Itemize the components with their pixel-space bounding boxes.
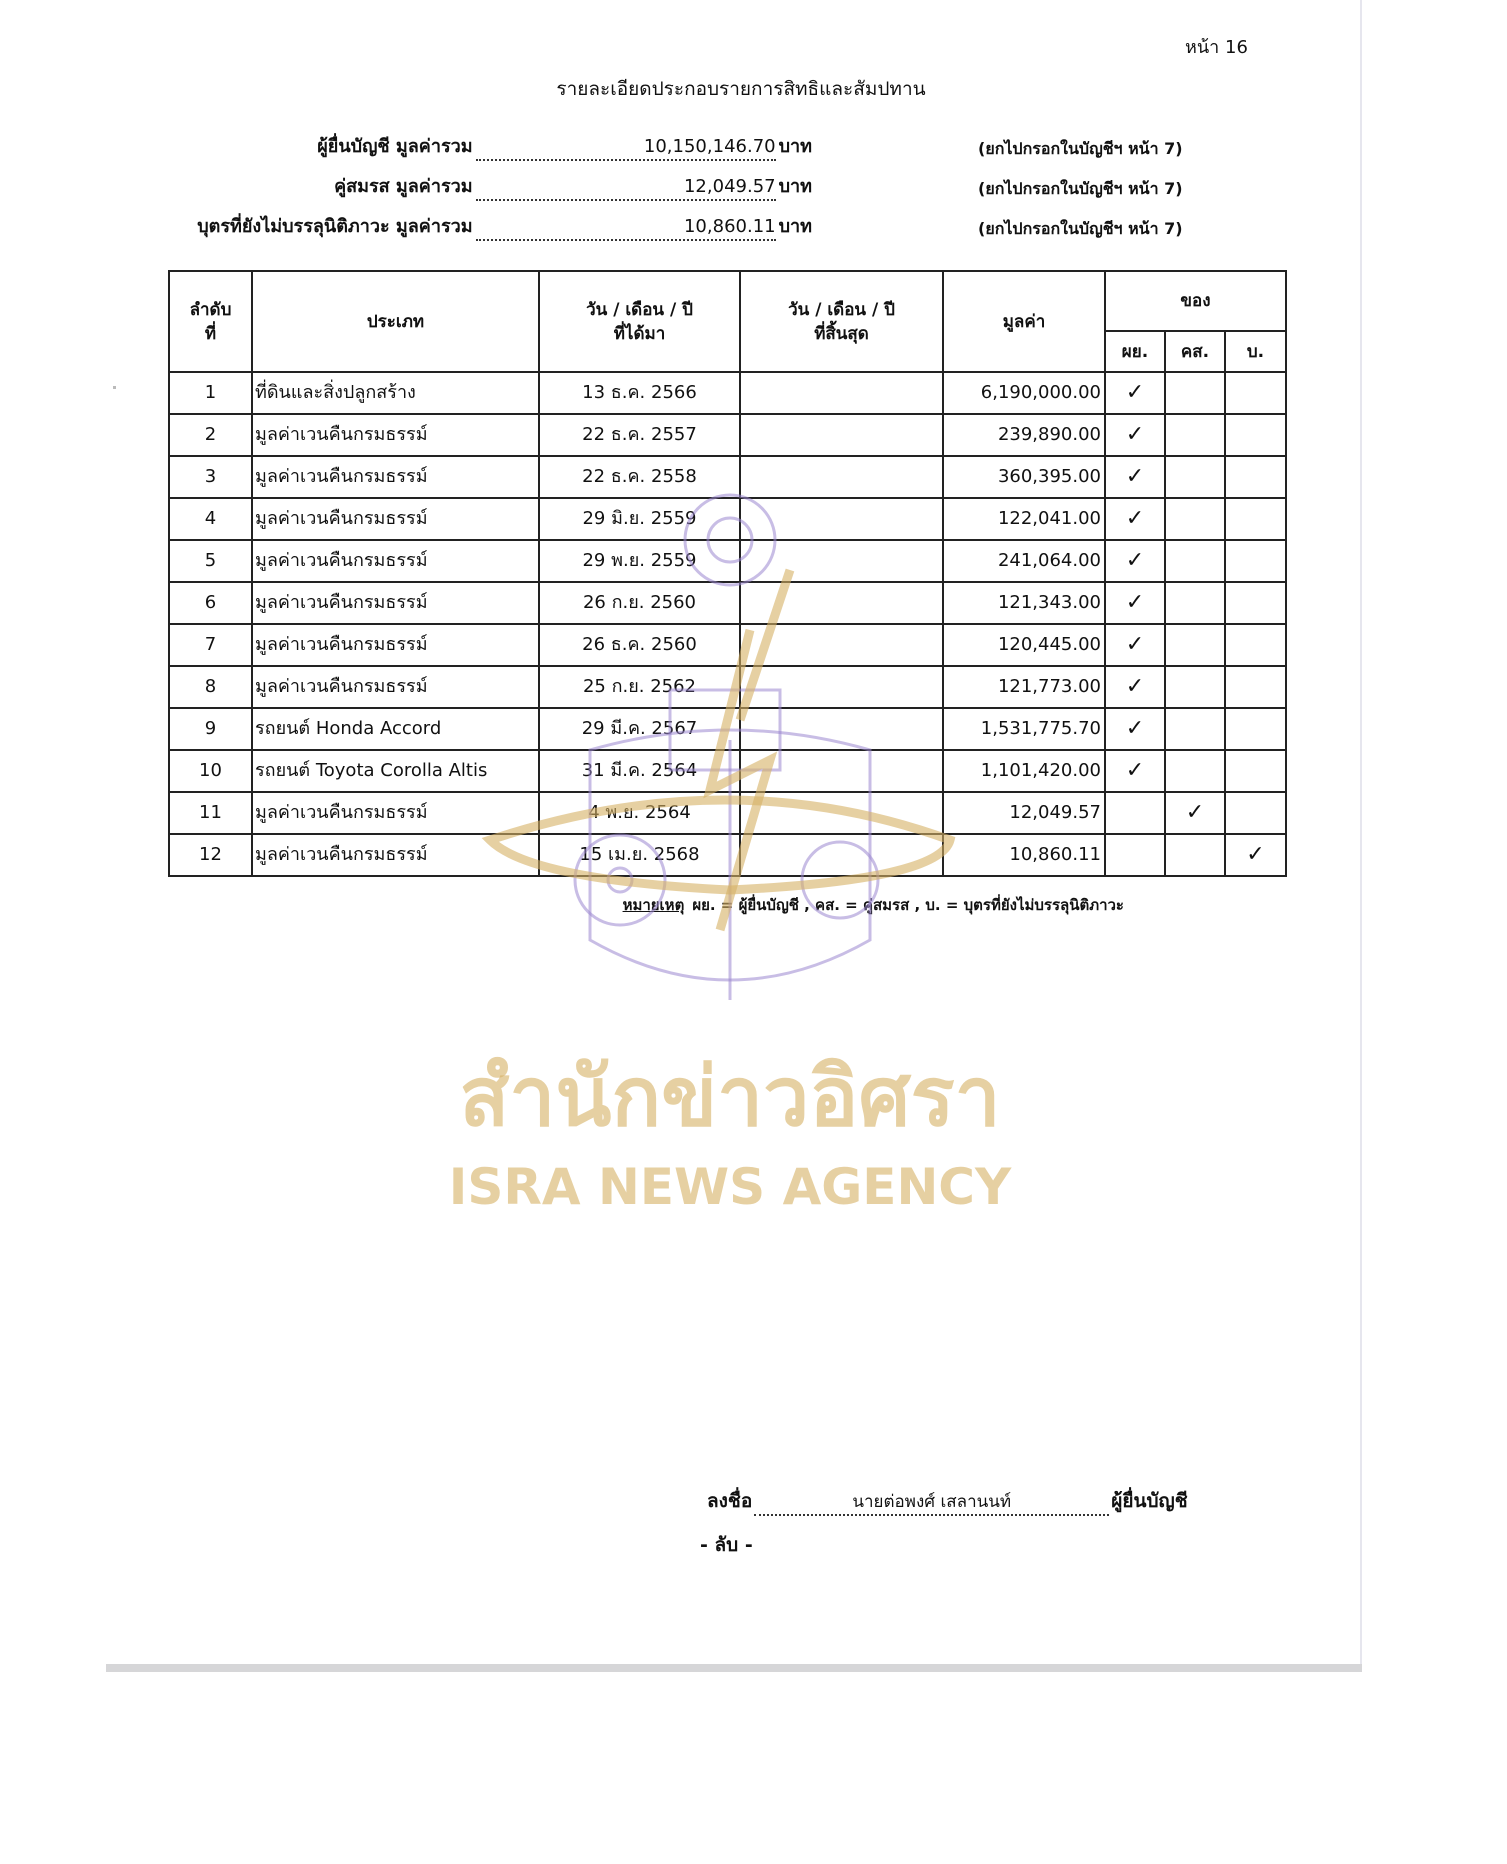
row-type: มูลค่าเวนคืนกรมธรรม์: [252, 792, 539, 834]
table-row: [169, 582, 1286, 624]
row-owner-spouse: [1165, 834, 1225, 876]
header-no: ลำดับ ที่: [169, 271, 252, 372]
row-type: มูลค่าเวนคืนกรมธรรม์: [252, 624, 539, 666]
footnote-text: ผย. = ผู้ยื่นบัญชี , คส. = คู่สมรส , บ. = บุตรที่ยังไม่บรรลุนิติภาวะ: [692, 896, 1124, 914]
row-owner-spouse: [1165, 708, 1225, 750]
row-type: มูลค่าเวนคืนกรมธรรม์: [252, 834, 539, 876]
header-type: ประเภท: [252, 271, 539, 372]
page-number: หน้า 16: [1185, 37, 1248, 58]
signature-label: ลงชื่อ: [707, 1490, 753, 1512]
row-owner-spouse: [1165, 456, 1225, 498]
header-ended: วัน / เดือน / ปี ที่สิ้นสุด: [740, 271, 943, 372]
table-row: [169, 498, 1286, 540]
header-owner-spouse: คส.: [1165, 331, 1225, 372]
row-owner-child: [1225, 582, 1286, 624]
row-ended-date: [740, 624, 943, 666]
row-type: ที่ดินและสิ่งปลูกสร้าง: [252, 372, 539, 414]
row-ended-date: [740, 666, 943, 708]
table-row: [169, 456, 1286, 498]
header-owner-filer: ผย.: [1105, 331, 1165, 372]
summary-value: 10,150,146.70: [476, 137, 776, 161]
row-ended-date: [740, 498, 943, 540]
table-row: [169, 666, 1286, 708]
header-owner: ของ: [1105, 271, 1286, 331]
signature-name: นายต่อพงศ์ เสลานนท์: [754, 1490, 1109, 1516]
footnote: [623, 894, 1124, 916]
row-value: 1,531,775.70: [943, 708, 1105, 750]
summary-note: (ยกไปกรอกในบัญชีฯ หน้า 7): [978, 179, 1183, 198]
row-owner-spouse: [1165, 750, 1225, 792]
row-acquired-date: 15 เม.ย. 2568: [539, 834, 740, 876]
row-owner-child: [1225, 750, 1286, 792]
row-value: 1,101,420.00: [943, 750, 1105, 792]
header-acquired: วัน / เดือน / ปี ที่ได้มา: [539, 271, 740, 372]
row-owner-filer: ✓: [1105, 750, 1165, 792]
table-row: [169, 750, 1286, 792]
row-ended-date: [740, 372, 943, 414]
row-number: 8: [169, 666, 252, 708]
row-ended-date: [740, 750, 943, 792]
row-owner-filer: ✓: [1105, 624, 1165, 666]
row-acquired-date: 22 ธ.ค. 2558: [539, 456, 740, 498]
row-owner-spouse: [1165, 498, 1225, 540]
row-acquired-date: 25 ก.ย. 2562: [539, 666, 740, 708]
row-owner-filer: ✓: [1105, 540, 1165, 582]
row-owner-spouse: [1165, 372, 1225, 414]
row-value: 360,395.00: [943, 456, 1105, 498]
row-value: 6,190,000.00: [943, 372, 1105, 414]
row-owner-child: ✓: [1225, 834, 1286, 876]
row-ended-date: [740, 708, 943, 750]
row-owner-child: [1225, 498, 1286, 540]
watermark-english: ISRA NEWS AGENCY: [448, 1158, 1012, 1216]
row-type: รถยนต์ Honda Accord: [252, 708, 539, 750]
row-owner-spouse: [1165, 414, 1225, 456]
summary-filer: [317, 134, 812, 161]
summary-child: [197, 214, 812, 241]
row-acquired-date: 31 มี.ค. 2564: [539, 750, 740, 792]
summary-value: 12,049.57: [476, 177, 776, 201]
header-owner-child: บ.: [1225, 331, 1286, 372]
row-ended-date: [740, 582, 943, 624]
row-owner-filer: ✓: [1105, 456, 1165, 498]
row-owner-filer: ✓: [1105, 414, 1165, 456]
row-ended-date: [740, 792, 943, 834]
summary-value: 10,860.11: [476, 217, 776, 241]
row-type: มูลค่าเวนคืนกรมธรรม์: [252, 666, 539, 708]
row-owner-child: [1225, 792, 1286, 834]
summary-unit: บาท: [778, 216, 812, 237]
summary-unit: บาท: [778, 176, 812, 197]
classification-mark: - ลับ -: [700, 1534, 753, 1556]
summary-label: ผู้ยื่นบัญชี มูลค่ารวม: [317, 136, 473, 157]
row-value: 12,049.57: [943, 792, 1105, 834]
row-acquired-date: 26 ก.ย. 2560: [539, 582, 740, 624]
row-value: 10,860.11: [943, 834, 1105, 876]
row-owner-child: [1225, 666, 1286, 708]
row-owner-spouse: [1165, 666, 1225, 708]
table-row: [169, 372, 1286, 414]
row-type: มูลค่าเวนคืนกรมธรรม์: [252, 498, 539, 540]
summary-note: (ยกไปกรอกในบัญชีฯ หน้า 7): [978, 219, 1183, 238]
rights-table: [168, 270, 1287, 877]
row-owner-filer: [1105, 834, 1165, 876]
row-value: 121,343.00: [943, 582, 1105, 624]
summary-label: บุตรที่ยังไม่บรรลุนิติภาวะ มูลค่ารวม: [197, 216, 473, 237]
signature-line: [707, 1488, 1188, 1516]
row-number: 9: [169, 708, 252, 750]
row-number: 3: [169, 456, 252, 498]
row-value: 241,064.00: [943, 540, 1105, 582]
row-owner-spouse: [1165, 582, 1225, 624]
row-ended-date: [740, 414, 943, 456]
row-number: 11: [169, 792, 252, 834]
header-value: มูลค่า: [943, 271, 1105, 372]
row-number: 7: [169, 624, 252, 666]
row-number: 4: [169, 498, 252, 540]
scan-speck: [113, 386, 116, 389]
row-number: 10: [169, 750, 252, 792]
row-owner-child: [1225, 624, 1286, 666]
signature-role: ผู้ยื่นบัญชี: [1111, 1490, 1188, 1512]
row-ended-date: [740, 456, 943, 498]
row-acquired-date: 29 มี.ค. 2567: [539, 708, 740, 750]
row-owner-filer: ✓: [1105, 666, 1165, 708]
table-row: [169, 708, 1286, 750]
row-owner-filer: ✓: [1105, 708, 1165, 750]
summary-spouse: [334, 174, 812, 201]
row-owner-child: [1225, 372, 1286, 414]
table-row: [169, 624, 1286, 666]
page-bottom-edge: [106, 1664, 1362, 1672]
document-title: รายละเอียดประกอบรายการสิทธิและสัมปทาน: [556, 78, 926, 100]
row-acquired-date: 13 ธ.ค. 2566: [539, 372, 740, 414]
row-acquired-date: 29 มิ.ย. 2559: [539, 498, 740, 540]
summary-label: คู่สมรส มูลค่ารวม: [334, 176, 473, 197]
row-owner-spouse: [1165, 624, 1225, 666]
row-value: 239,890.00: [943, 414, 1105, 456]
watermark-thai: สำนักข่าวอิศรา: [459, 1050, 1001, 1145]
row-owner-spouse: ✓: [1165, 792, 1225, 834]
row-acquired-date: 22 ธ.ค. 2557: [539, 414, 740, 456]
row-value: 121,773.00: [943, 666, 1105, 708]
row-owner-filer: [1105, 792, 1165, 834]
row-owner-filer: ✓: [1105, 582, 1165, 624]
row-owner-filer: ✓: [1105, 498, 1165, 540]
row-number: 5: [169, 540, 252, 582]
row-acquired-date: 29 พ.ย. 2559: [539, 540, 740, 582]
row-value: 120,445.00: [943, 624, 1105, 666]
row-acquired-date: 4 พ.ย. 2564: [539, 792, 740, 834]
summary-note: (ยกไปกรอกในบัญชีฯ หน้า 7): [978, 139, 1183, 158]
table-row: [169, 792, 1286, 834]
row-owner-spouse: [1165, 540, 1225, 582]
row-number: 6: [169, 582, 252, 624]
row-owner-child: [1225, 540, 1286, 582]
row-type: มูลค่าเวนคืนกรมธรรม์: [252, 582, 539, 624]
summary-unit: บาท: [778, 136, 812, 157]
row-owner-filer: ✓: [1105, 372, 1165, 414]
row-type: มูลค่าเวนคืนกรมธรรม์: [252, 540, 539, 582]
row-owner-child: [1225, 414, 1286, 456]
row-type: รถยนต์ Toyota Corolla Altis: [252, 750, 539, 792]
row-acquired-date: 26 ธ.ค. 2560: [539, 624, 740, 666]
row-owner-child: [1225, 708, 1286, 750]
table-row: [169, 414, 1286, 456]
row-value: 122,041.00: [943, 498, 1105, 540]
table-row: [169, 540, 1286, 582]
row-number: 12: [169, 834, 252, 876]
row-type: มูลค่าเวนคืนกรมธรรม์: [252, 456, 539, 498]
row-number: 1: [169, 372, 252, 414]
row-ended-date: [740, 540, 943, 582]
row-type: มูลค่าเวนคืนกรมธรรม์: [252, 414, 539, 456]
row-owner-child: [1225, 456, 1286, 498]
footnote-label: หมายเหตุ: [622, 896, 685, 914]
row-ended-date: [740, 834, 943, 876]
row-number: 2: [169, 414, 252, 456]
table-row: [169, 834, 1286, 876]
